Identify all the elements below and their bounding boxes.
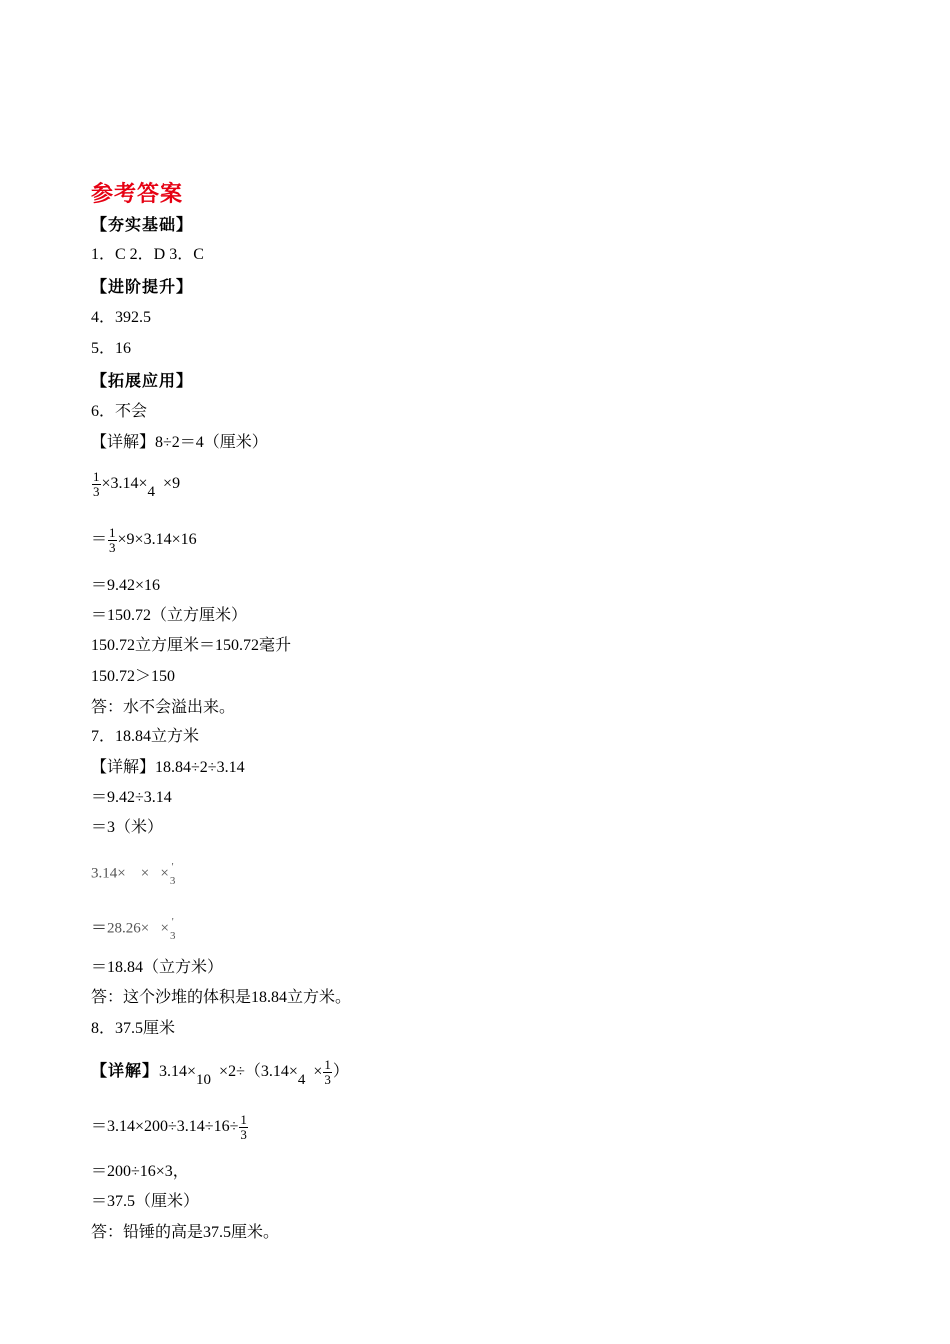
q8-step-3: ＝37.5（厘米） <box>91 1193 200 1210</box>
q8-step-2: ＝200÷16×3， <box>91 1163 189 1180</box>
q6-step-6: 150.72＞150 <box>91 668 176 685</box>
fraction: $\frac{1}{3}$ <box>109 525 116 555</box>
q7-detail: 【详解】18.84÷2÷3.14 <box>91 759 245 776</box>
q6-step-4: ＝150.72（立方厘米） <box>91 607 248 624</box>
section-heading-advanced: 【进阶提升】 <box>91 277 194 296</box>
answers-1-3: 1．C 2．D 3．C <box>91 246 204 263</box>
fraction: $\frac{1}{3}$ <box>93 469 100 499</box>
answer-8: 8．37.5厘米 <box>91 1020 176 1037</box>
q8-conclusion: 答：铅锤的高是37.5厘米。 <box>91 1224 280 1241</box>
q8-detail: 【详解】3.14×10 ×2÷（3.14×4 × $\frac{1}{3}$ ） <box>91 1057 349 1089</box>
q7-step-2: ＝3（米） <box>91 819 164 836</box>
section-heading-basics: 【夯实基础】 <box>91 215 194 234</box>
fraction: ' 3 <box>169 916 176 942</box>
q7-step-3: 3.14× × × ' 3 <box>91 861 176 887</box>
q7-step-5: ＝18.84（立方米） <box>91 959 224 976</box>
q6-detail: 【详解】8÷2＝4（厘米） <box>91 434 268 451</box>
fraction: $\frac{1}{3}$ <box>240 1112 247 1142</box>
page-title: 参考答案 <box>91 181 184 207</box>
q7-step-1: ＝9.42÷3.14 <box>91 789 172 806</box>
q6-step-3: ＝9.42×16 <box>91 577 161 594</box>
fraction: $\frac{1}{3}$ <box>324 1057 331 1087</box>
section-heading-extension: 【拓展应用】 <box>91 371 194 390</box>
answer-4: 4．392.5 <box>91 309 152 326</box>
q6-conclusion: 答：水不会溢出来。 <box>91 699 236 716</box>
q7-conclusion: 答：这个沙堆的体积是18.84立方米。 <box>91 989 352 1006</box>
q6-step-1: $\frac{1}{3}$ ×3.14×4 ×9 <box>93 469 181 501</box>
q6-step-2: ＝ $\frac{1}{3}$ ×9×3.14×16 <box>91 525 197 555</box>
q8-step-1: ＝3.14×200÷3.14÷16÷ $\frac{1}{3}$ <box>91 1112 247 1142</box>
answer-6: 6．不会 <box>91 403 148 420</box>
q7-step-4: ＝28.26× × ' 3 <box>91 916 176 942</box>
q6-step-5: 150.72立方厘米＝150.72毫升 <box>91 637 292 654</box>
answer-5: 5．16 <box>91 340 132 357</box>
fraction: ' 3 <box>169 861 176 887</box>
answer-7: 7．18.84立方米 <box>91 728 200 745</box>
